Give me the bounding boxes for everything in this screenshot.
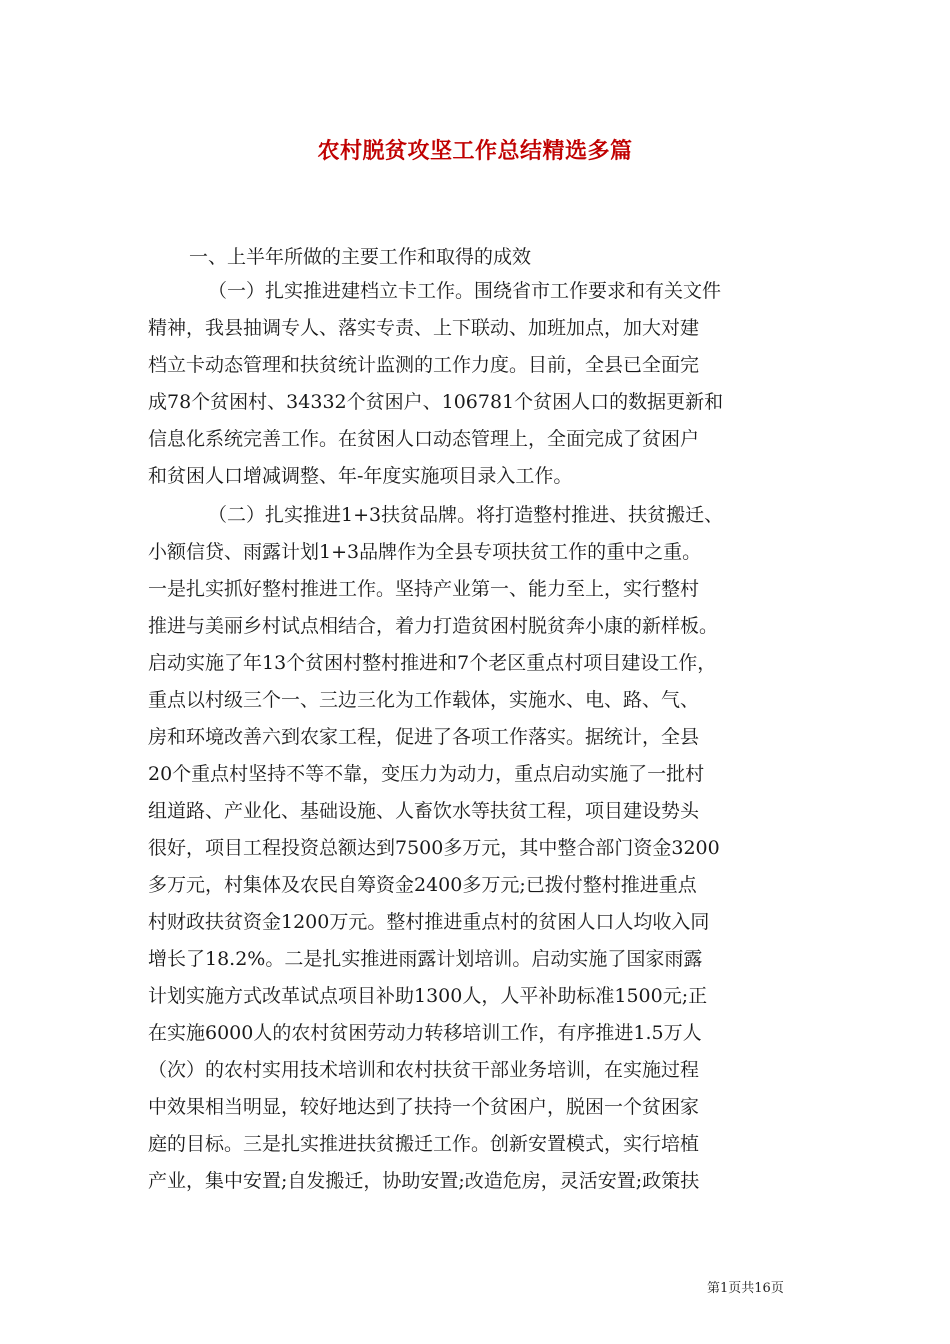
paragraph-1 [148, 273, 810, 495]
paragraph-line: 很好，项目工程投资总额达到7500多万元，其中整合部门资金3200 [148, 837, 720, 859]
paragraph-line: 房和环境改善六到农家工程，促进了各项工作落实。据统计，全县 [148, 726, 700, 748]
paragraph-line: 在实施6000人的农村贫困劳动力转移培训工作，有序推进1.5万人 [148, 1022, 702, 1044]
paragraph-line: 20个重点村坚持不等不靠，变压力为动力，重点启动实施了一批村 [148, 763, 705, 785]
page-number-footer: 第1页共16页 [707, 1281, 784, 1296]
paragraph-line: 推进与美丽乡村试点相结合，着力打造贫困村脱贫奔小康的新样板。 [148, 615, 719, 637]
document-title: 农村脱贫攻坚工作总结精选多篇 [317, 138, 633, 164]
paragraph-line: 中效果相当明显，较好地达到了扶持一个贫困户，脱困一个贫困家 [148, 1096, 700, 1118]
paragraph-line: 小额信贷、雨露计划1+3品牌作为全县专项扶贫工作的重中之重。 [148, 541, 702, 563]
section-heading: 一、上半年所做的主要工作和取得的成效 [189, 246, 532, 268]
paragraph-line: 重点以村级三个一、三边三化为工作载体，实施水、电、路、气、 [148, 689, 700, 711]
paragraph-line: 和贫困人口增减调整、年-年度实施项目录入工作。 [148, 465, 573, 487]
paragraph-line: 计划实施方式改革试点项目补助1300人，人平补助标准1500元;正 [148, 985, 708, 1007]
paragraph-line: （二）扎实推进1+3扶贫品牌。将打造整村推进、扶贫搬迁、 [208, 504, 724, 526]
paragraph-line: 启动实施了年13个贫困村整村推进和7个老区重点村项目建设工作， [148, 652, 717, 674]
paragraph-line: 多万元，村集体及农民自筹资金2400多万元;已拨付整村推进重点 [148, 874, 697, 896]
paragraph-line: 增长了18.2%。二是扎实推进雨露计划培训。启动实施了国家雨露 [148, 948, 703, 970]
paragraph-2 [148, 497, 810, 1200]
paragraph-line: 组道路、产业化、基础设施、人畜饮水等扶贫工程，项目建设势头 [148, 800, 700, 822]
paragraph-line: 庭的目标。三是扎实推进扶贫搬迁工作。创新安置模式，实行培植 [148, 1133, 700, 1155]
paragraph-line: 村财政扶贫资金1200万元。整村推进重点村的贫困人口人均收入同 [148, 911, 710, 933]
paragraph-line: 产业，集中安置;自发搬迁，协助安置;改造危房，灵活安置;政策扶 [148, 1170, 700, 1192]
paragraph-line: 精神，我县抽调专人、落实专责、上下联动、加班加点，加大对建 [148, 317, 700, 339]
paragraph-line: （次）的农村实用技术培训和农村扶贫干部业务培训，在实施过程 [148, 1059, 700, 1081]
paragraph-line: 档立卡动态管理和扶贫统计监测的工作力度。目前，全县已全面完 [148, 354, 700, 376]
paragraph-line: 一是扎实抓好整村推进工作。坚持产业第一、能力至上，实行整村 [148, 578, 700, 600]
paragraph-line: （一）扎实推进建档立卡工作。围绕省市工作要求和有关文件 [208, 280, 722, 302]
paragraph-line: 信息化系统完善工作。在贫困人口动态管理上，全面完成了贫困户 [148, 428, 700, 450]
paragraph-line: 成78个贫困村、34332个贫困户、106781个贫困人口的数据更新和 [148, 391, 724, 413]
